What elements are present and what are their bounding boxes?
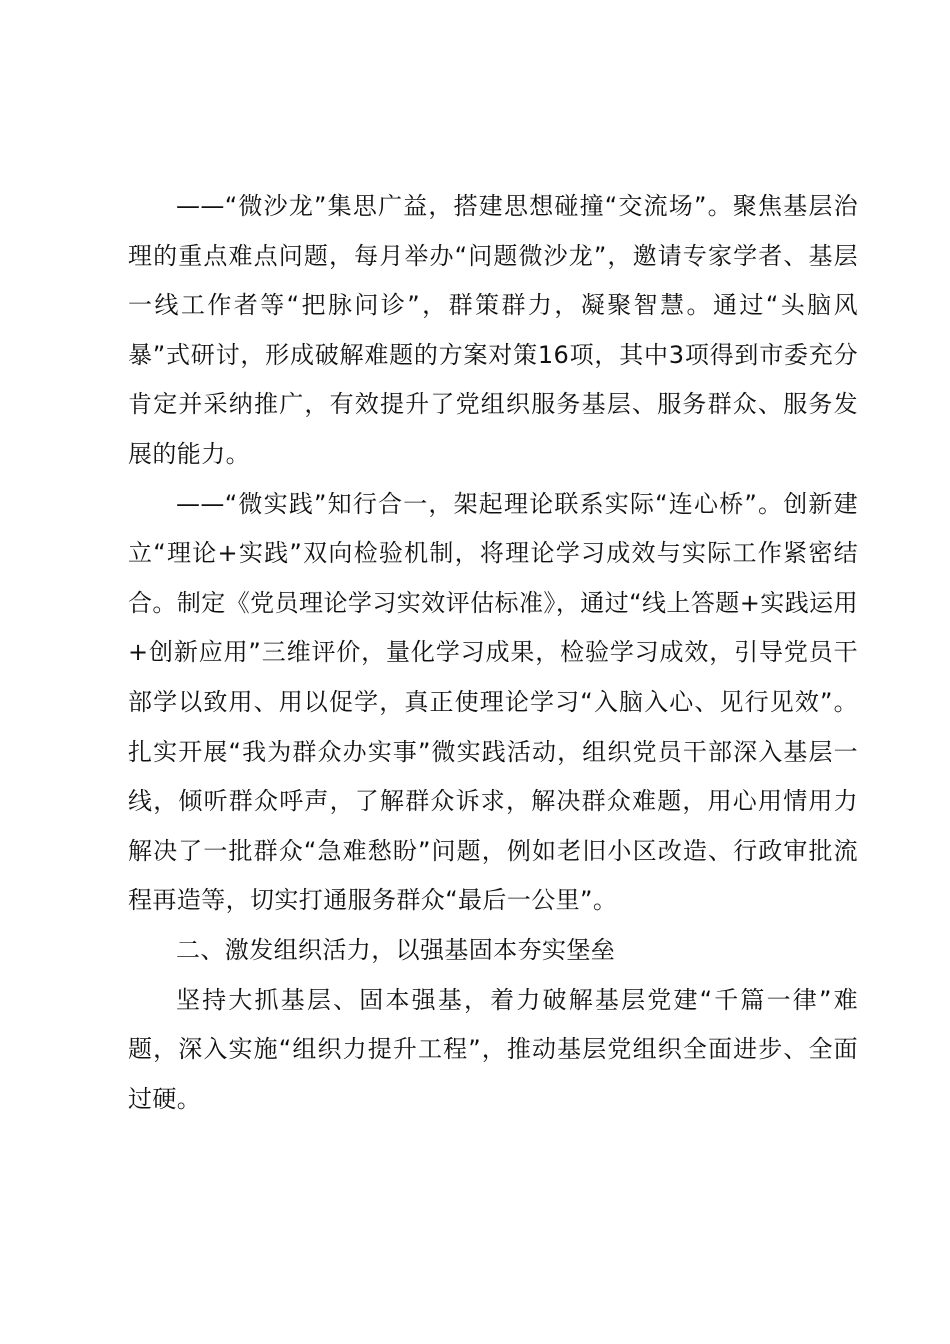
paragraph-micro-practice: ——“微实践”知行合一，架起理论联系实际“连心桥”。创新建立“理论+实践”双向检验机制，将理论学习成效与实际工作紧密结合。制定《党员理论学习实效评估标准》，通过“线上答题+实践运用+创新应用”三维评价，量化学习成果，检验学习成效，引导党员干部学以致用、用以促学，真正使理论学习“入脑入心、见行见效”。扎实开展“我为群众办实事”微实践活动，组织党员干部深入基层一线，倾听群众呼声，了解群众诉求，解决群众难题，用心用情用力解决了一批群众“急难愁盼”问题，例如老旧小区改造、行政审批流程再造等，切实打通服务群众“最后一公里”。 [128,489,858,915]
paragraph-micro-salon: ——“微沙龙”集思广益，搭建思想碰撞“交流场”。聚焦基层治理的重点难点问题，每月举办“问题微沙龙”，邀请专家学者、基层一线工作者等“把脉问诊”，群策群力，凝聚智慧。通过“头脑风暴”式研讨，形成破解难题的方案对策16项，其中3项得到市委充分肯定并采纳推广，有效提升了党组织服务基层、服务群众、服务发展的能力。 [128,192,858,468]
document-page [128,182,858,1124]
section-heading: 二、激发组织活力，以强基固本夯实堡垒 [176,935,616,964]
section-paragraph: 坚持大抓基层、固本强基，着力破解基层党建“千篇一律”难题，深入实施“组织力提升工程”，推动基层党组织全面进步、全面过硬。 [128,985,858,1113]
